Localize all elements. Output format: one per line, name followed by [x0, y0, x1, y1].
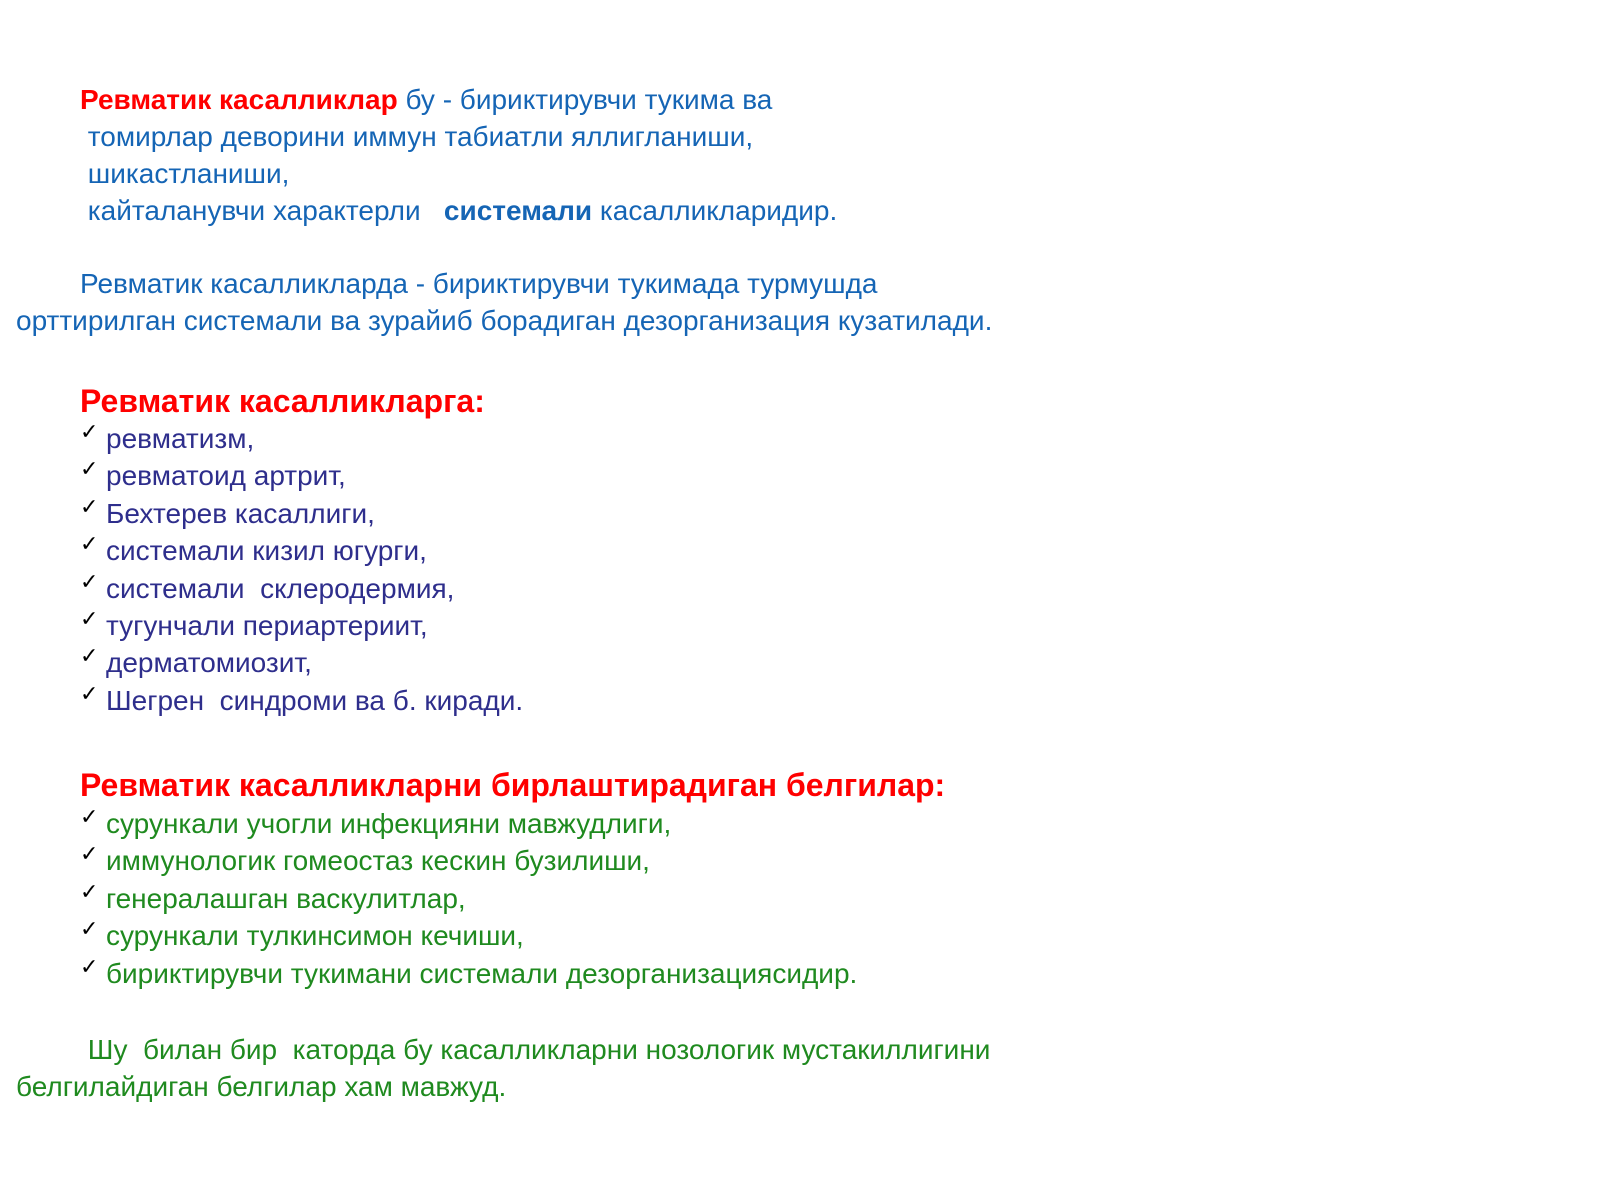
check-icon: ✓ — [80, 917, 99, 943]
list-item — [80, 570, 523, 607]
list-item-text: ревматоид артрит, — [106, 460, 346, 492]
check-icon: ✓ — [80, 805, 99, 830]
list-item-text: иммунологик гомеостаз кескин бузилиши, — [106, 845, 650, 877]
check-icon: ✓ — [80, 879, 99, 905]
intro-line-4-start: кайталанувчи характерли — [80, 195, 444, 226]
list-item-text: сурункали тулкинсимон кечиши, — [106, 920, 524, 952]
list-item — [80, 644, 523, 681]
list-item-text: Бехтерев касаллиги, — [106, 497, 375, 529]
check-icon: ✓ — [80, 457, 99, 483]
list-item — [80, 420, 523, 457]
intro-line-2: томирлар деворини иммун табиатли яллигланиши, — [80, 121, 754, 152]
check-icon: ✓ — [80, 569, 99, 595]
intro-term: Ревматик касалликлар — [80, 84, 398, 115]
list-item — [80, 805, 857, 842]
list-item-text: тугунчали периартериит, — [106, 610, 428, 642]
list-item — [80, 607, 523, 644]
check-icon: ✓ — [80, 420, 99, 445]
list-item-text: Шегрен синдроми ва б. киради. — [106, 684, 524, 716]
closing-line-2: белгилайдиган белгилар хам мавжуд. — [16, 1071, 507, 1102]
check-icon: ✓ — [80, 644, 99, 670]
intro-line-1 — [80, 82, 772, 118]
check-icon: ✓ — [80, 842, 99, 868]
paragraph2-line-1: Ревматик касалликларда - бириктирувчи тукимада турмушда — [80, 268, 878, 299]
list-item-text: системали кизил югурги, — [106, 535, 427, 567]
list-item-text: ревматизм, — [106, 423, 255, 454]
intro-line-4-end: касалликларидир. — [592, 195, 838, 226]
diseases-heading: Ревматик касалликларга: — [80, 383, 485, 419]
list-item — [80, 532, 523, 569]
list-item — [80, 457, 523, 494]
check-icon: ✓ — [80, 532, 99, 558]
list-item — [80, 495, 523, 532]
features-heading: Ревматик касалликларни бирлаштирадиган белгилар: — [80, 767, 946, 803]
list-item-text: системали склеродермия, — [106, 572, 455, 604]
list-item-text: сурункали учогли инфекцияни мавжудлиги, — [106, 808, 672, 839]
list-item-text: генералашган васкулитлар, — [106, 882, 466, 914]
check-icon: ✓ — [80, 954, 99, 980]
intro-bold-term: системали — [443, 195, 593, 226]
check-icon: ✓ — [80, 681, 99, 707]
list-item — [80, 682, 523, 719]
intro-line-4 — [80, 193, 837, 229]
intro-line-1-rest: бу - бириктирувчи тукима ва — [397, 84, 773, 115]
intro-line-3: шикастланиши, — [80, 158, 290, 189]
list-item-text: бириктирувчи тукимани системали дезорганизациясидир. — [106, 957, 858, 989]
check-icon: ✓ — [80, 494, 99, 520]
closing-line-1: Шу билан бир каторда бу касалликларни нозологик мустакиллигини — [80, 1034, 991, 1065]
features-list — [80, 805, 857, 992]
diseases-list — [80, 420, 523, 719]
list-item-text: дерматомиозит, — [106, 647, 312, 679]
list-item — [80, 842, 857, 879]
list-item — [80, 880, 857, 917]
paragraph2-line-2: орттирилган системали ва зурайиб борадиган дезорганизация кузатилади. — [16, 305, 993, 336]
list-item — [80, 955, 857, 992]
list-item — [80, 917, 857, 954]
check-icon: ✓ — [80, 607, 99, 633]
